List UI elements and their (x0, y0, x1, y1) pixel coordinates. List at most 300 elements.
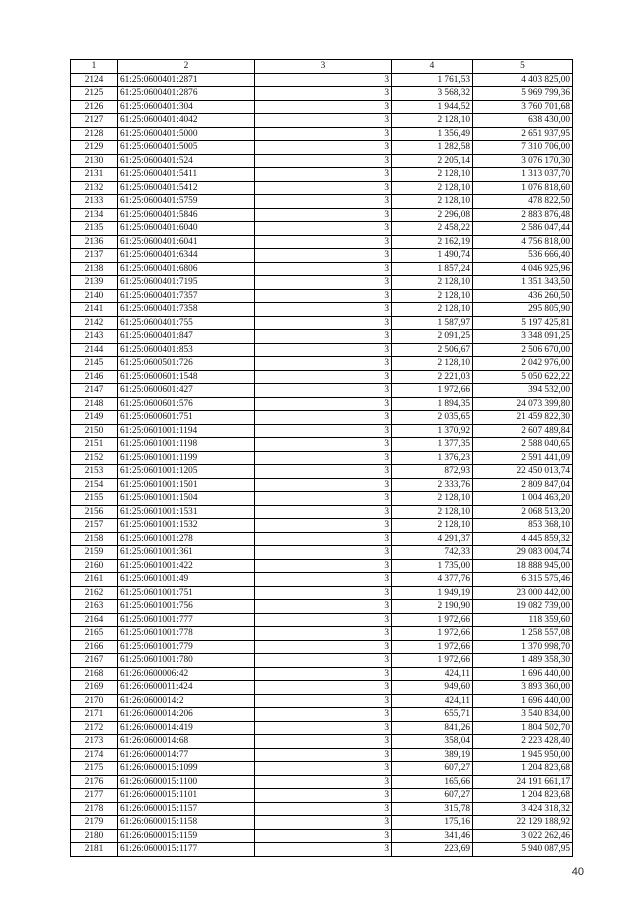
cadastral-value-cell: 3 022 262,46 (473, 829, 573, 843)
table-row (71, 681, 573, 695)
table-row (71, 289, 573, 303)
cadastral-number-cell: 61:25:0601001:1504 (118, 492, 255, 506)
row-number-cell: 2129 (71, 141, 118, 155)
cadastral-number-cell: 61:25:0601001:1194 (118, 424, 255, 438)
specific-value-cell: 1 356,49 (392, 127, 473, 141)
specific-value-cell: 389,19 (392, 748, 473, 762)
group-cell: 3 (255, 586, 392, 600)
table-row (71, 141, 573, 155)
group-cell: 3 (255, 411, 392, 425)
cadastral-value-cell: 6 315 575,46 (473, 573, 573, 587)
row-number-cell: 2128 (71, 127, 118, 141)
cadastral-value-cell: 22 450 013,74 (473, 465, 573, 479)
row-number-cell: 2138 (71, 262, 118, 276)
table-row (71, 411, 573, 425)
cadastral-value-cell: 1 945 950,00 (473, 748, 573, 762)
row-number-cell: 2171 (71, 708, 118, 722)
cadastral-value-cell: 29 083 004,74 (473, 546, 573, 560)
group-cell: 3 (255, 100, 392, 114)
cadastral-value-cell: 3 760 701,68 (473, 100, 573, 114)
specific-value-cell: 607,27 (392, 789, 473, 803)
cadastral-number-cell: 61:25:0600401:2876 (118, 87, 255, 101)
cadastral-value-cell: 2 586 047,44 (473, 222, 573, 236)
group-cell: 3 (255, 276, 392, 290)
cadastral-number-cell: 61:25:0601001:278 (118, 532, 255, 546)
table-row (71, 843, 573, 857)
cadastral-number-cell: 61:25:0600401:847 (118, 330, 255, 344)
table-row (71, 748, 573, 762)
cadastral-value-cell: 1 004 463,20 (473, 492, 573, 506)
group-cell: 3 (255, 708, 392, 722)
group-cell: 3 (255, 343, 392, 357)
cadastral-value-cell: 23 000 442,00 (473, 586, 573, 600)
row-number-cell: 2179 (71, 816, 118, 830)
cadastral-value-cell: 7 310 706,00 (473, 141, 573, 155)
row-number-cell: 2157 (71, 519, 118, 533)
row-number-cell: 2141 (71, 303, 118, 317)
row-number-cell: 2126 (71, 100, 118, 114)
cadastral-number-cell: 61:26:0600015:1177 (118, 843, 255, 857)
group-cell: 3 (255, 222, 392, 236)
row-number-cell: 2131 (71, 168, 118, 182)
table-row (71, 73, 573, 87)
row-number-cell: 2140 (71, 289, 118, 303)
cadastral-value-cell: 5 969 799,36 (473, 87, 573, 101)
row-number-cell: 2137 (71, 249, 118, 263)
table-row (71, 370, 573, 384)
cadastral-number-cell: 61:25:0600401:5759 (118, 195, 255, 209)
row-number-cell: 2146 (71, 370, 118, 384)
cadastral-value-cell: 853 368,10 (473, 519, 573, 533)
group-cell: 3 (255, 762, 392, 776)
cadastral-value-cell: 22 129 188,92 (473, 816, 573, 830)
group-cell: 3 (255, 154, 392, 168)
specific-value-cell: 2 128,10 (392, 181, 473, 195)
cadastral-number-cell: 61:25:0601001:361 (118, 546, 255, 560)
table-row (71, 627, 573, 641)
row-number-cell: 2136 (71, 235, 118, 249)
group-cell: 3 (255, 694, 392, 708)
group-cell: 3 (255, 262, 392, 276)
specific-value-cell: 165,66 (392, 775, 473, 789)
cadastral-value-cell: 1 489 358,30 (473, 654, 573, 668)
row-number-cell: 2180 (71, 829, 118, 843)
group-cell: 3 (255, 627, 392, 641)
specific-value-cell: 1 894,35 (392, 397, 473, 411)
table-row (71, 397, 573, 411)
specific-value-cell: 2 128,10 (392, 357, 473, 371)
group-cell: 3 (255, 735, 392, 749)
row-number-cell: 2151 (71, 438, 118, 452)
row-number-cell: 2144 (71, 343, 118, 357)
group-cell: 3 (255, 249, 392, 263)
table-row (71, 802, 573, 816)
specific-value-cell: 424,11 (392, 667, 473, 681)
cadastral-number-cell: 61:26:0600014:2 (118, 694, 255, 708)
column-header-3: 3 (255, 60, 392, 74)
specific-value-cell: 2 128,10 (392, 303, 473, 317)
cadastral-value-cell: 3 424 318,32 (473, 802, 573, 816)
table-row (71, 168, 573, 182)
group-cell: 3 (255, 303, 392, 317)
group-cell: 3 (255, 519, 392, 533)
column-header-2: 2 (118, 60, 255, 74)
cadastral-value-cell: 4 756 818,00 (473, 235, 573, 249)
specific-value-cell: 1 761,53 (392, 73, 473, 87)
row-number-cell: 2181 (71, 843, 118, 857)
row-number-cell: 2163 (71, 600, 118, 614)
group-cell: 3 (255, 573, 392, 587)
specific-value-cell: 1 376,23 (392, 451, 473, 465)
group-cell: 3 (255, 681, 392, 695)
specific-value-cell: 2 128,10 (392, 289, 473, 303)
cadastral-number-cell: 61:25:0601001:1501 (118, 478, 255, 492)
specific-value-cell: 2 296,08 (392, 208, 473, 222)
cadastral-value-cell: 1 351 343,50 (473, 276, 573, 290)
row-number-cell: 2125 (71, 87, 118, 101)
cadastral-value-cell: 1 258 557,08 (473, 627, 573, 641)
cadastral-number-cell: 61:25:0600401:7357 (118, 289, 255, 303)
row-number-cell: 2148 (71, 397, 118, 411)
table-row (71, 127, 573, 141)
cadastral-value-cell: 1 370 998,70 (473, 640, 573, 654)
row-number-cell: 2134 (71, 208, 118, 222)
row-number-cell: 2165 (71, 627, 118, 641)
cadastral-number-cell: 61:25:0600401:524 (118, 154, 255, 168)
specific-value-cell: 872,93 (392, 465, 473, 479)
table-row (71, 303, 573, 317)
specific-value-cell: 949,60 (392, 681, 473, 695)
group-cell: 3 (255, 816, 392, 830)
column-header-1: 1 (71, 60, 118, 74)
row-number-cell: 2135 (71, 222, 118, 236)
specific-value-cell: 4 291,37 (392, 532, 473, 546)
specific-value-cell: 341,46 (392, 829, 473, 843)
cadastral-value-cell: 5 940 087,95 (473, 843, 573, 857)
cadastral-number-cell: 61:26:0600014:206 (118, 708, 255, 722)
specific-value-cell: 2 128,10 (392, 505, 473, 519)
specific-value-cell: 655,71 (392, 708, 473, 722)
table-row (71, 640, 573, 654)
table-row (71, 208, 573, 222)
cadastral-value-cell: 18 888 945,00 (473, 559, 573, 573)
specific-value-cell: 1 972,66 (392, 654, 473, 668)
row-number-cell: 2173 (71, 735, 118, 749)
table-row (71, 195, 573, 209)
row-number-cell: 2124 (71, 73, 118, 87)
row-number-cell: 2161 (71, 573, 118, 587)
row-number-cell: 2167 (71, 654, 118, 668)
cadastral-number-cell: 61:25:0600401:2871 (118, 73, 255, 87)
specific-value-cell: 1 972,66 (392, 384, 473, 398)
group-cell: 3 (255, 114, 392, 128)
specific-value-cell: 358,04 (392, 735, 473, 749)
table-row (71, 384, 573, 398)
group-cell: 3 (255, 802, 392, 816)
row-number-cell: 2127 (71, 114, 118, 128)
specific-value-cell: 607,27 (392, 762, 473, 776)
specific-value-cell: 2 128,10 (392, 168, 473, 182)
row-number-cell: 2168 (71, 667, 118, 681)
cadastral-number-cell: 61:26:0600015:1101 (118, 789, 255, 803)
group-cell: 3 (255, 181, 392, 195)
cadastral-number-cell: 61:25:0600401:304 (118, 100, 255, 114)
row-number-cell: 2133 (71, 195, 118, 209)
table-row (71, 829, 573, 843)
cadastral-number-cell: 61:25:0601001:1198 (118, 438, 255, 452)
specific-value-cell: 223,69 (392, 843, 473, 857)
table-row (71, 721, 573, 735)
table-row (71, 762, 573, 776)
row-number-cell: 2150 (71, 424, 118, 438)
cadastral-value-cell: 4 445 859,32 (473, 532, 573, 546)
row-number-cell: 2147 (71, 384, 118, 398)
group-cell: 3 (255, 465, 392, 479)
cadastral-value-cell: 2 068 513,20 (473, 505, 573, 519)
cadastral-number-cell: 61:25:0600601:1548 (118, 370, 255, 384)
specific-value-cell: 1 944,52 (392, 100, 473, 114)
cadastral-number-cell: 61:25:0600401:853 (118, 343, 255, 357)
cadastral-number-cell: 61:25:0601001:751 (118, 586, 255, 600)
specific-value-cell: 841,26 (392, 721, 473, 735)
specific-value-cell: 2 221,03 (392, 370, 473, 384)
cadastral-value-cell: 21 459 822,30 (473, 411, 573, 425)
table-row (71, 789, 573, 803)
table-row (71, 708, 573, 722)
cadastral-number-cell: 61:25:0600401:7358 (118, 303, 255, 317)
cadastral-number-cell: 61:25:0600401:7195 (118, 276, 255, 290)
cadastral-value-cell: 118 359,60 (473, 613, 573, 627)
row-number-cell: 2156 (71, 505, 118, 519)
specific-value-cell: 2 091,25 (392, 330, 473, 344)
cadastral-number-cell: 61:26:0600006:42 (118, 667, 255, 681)
row-number-cell: 2172 (71, 721, 118, 735)
table-row (71, 181, 573, 195)
cadastral-number-cell: 61:26:0600011:424 (118, 681, 255, 695)
specific-value-cell: 1 587,97 (392, 316, 473, 330)
table-row (71, 114, 573, 128)
group-cell: 3 (255, 141, 392, 155)
table-row (71, 100, 573, 114)
cadastral-value-cell: 536 666,40 (473, 249, 573, 263)
row-number-cell: 2159 (71, 546, 118, 560)
cadastral-number-cell: 61:25:0601001:1532 (118, 519, 255, 533)
cadastral-number-cell: 61:25:0600401:6040 (118, 222, 255, 236)
specific-value-cell: 2 035,65 (392, 411, 473, 425)
group-cell: 3 (255, 654, 392, 668)
specific-value-cell: 742,33 (392, 546, 473, 560)
cadastral-number-cell: 61:25:0601001:1199 (118, 451, 255, 465)
cadastral-number-cell: 61:26:0600015:1158 (118, 816, 255, 830)
cadastral-value-cell: 478 822,50 (473, 195, 573, 209)
specific-value-cell: 424,11 (392, 694, 473, 708)
page-number: 40 (571, 866, 584, 878)
cadastral-value-cell: 394 532,00 (473, 384, 573, 398)
cadastral-value-cell: 1 804 502,70 (473, 721, 573, 735)
specific-value-cell: 1 857,24 (392, 262, 473, 276)
cadastral-number-cell: 61:25:0601001:778 (118, 627, 255, 641)
column-header-5: 5 (473, 60, 573, 74)
group-cell: 3 (255, 384, 392, 398)
cadastral-number-cell: 61:25:0601001:1205 (118, 465, 255, 479)
row-number-cell: 2178 (71, 802, 118, 816)
table-row (71, 330, 573, 344)
cadastral-number-cell: 61:25:0600401:5411 (118, 168, 255, 182)
group-cell: 3 (255, 316, 392, 330)
specific-value-cell: 1 370,92 (392, 424, 473, 438)
table-row (71, 465, 573, 479)
specific-value-cell: 4 377,76 (392, 573, 473, 587)
specific-value-cell: 1 972,66 (392, 613, 473, 627)
table-row (71, 775, 573, 789)
row-number-cell: 2132 (71, 181, 118, 195)
cadastral-number-cell: 61:25:0601001:777 (118, 613, 255, 627)
specific-value-cell: 2 506,67 (392, 343, 473, 357)
row-number-cell: 2177 (71, 789, 118, 803)
table-row (71, 424, 573, 438)
row-number-cell: 2152 (71, 451, 118, 465)
specific-value-cell: 2 128,10 (392, 276, 473, 290)
row-number-cell: 2154 (71, 478, 118, 492)
cadastral-value-cell: 2 883 876,48 (473, 208, 573, 222)
table-row (71, 559, 573, 573)
table-row (71, 573, 573, 587)
cadastral-value-cell: 1 313 037,70 (473, 168, 573, 182)
specific-value-cell: 1 282,58 (392, 141, 473, 155)
cadastral-value-cell: 2 809 847,04 (473, 478, 573, 492)
cadastral-number-cell: 61:26:0600015:1099 (118, 762, 255, 776)
table-row (71, 519, 573, 533)
group-cell: 3 (255, 613, 392, 627)
row-number-cell: 2155 (71, 492, 118, 506)
cadastral-number-cell: 61:25:0600401:6806 (118, 262, 255, 276)
cadastral-value-cell: 436 260,50 (473, 289, 573, 303)
group-cell: 3 (255, 640, 392, 654)
cadastral-value-cell: 24 073 399,80 (473, 397, 573, 411)
group-cell: 3 (255, 546, 392, 560)
row-number-cell: 2176 (71, 775, 118, 789)
cadastral-value-cell: 3 076 170,30 (473, 154, 573, 168)
specific-value-cell: 315,78 (392, 802, 473, 816)
cadastral-value-cell: 2 591 441,09 (473, 451, 573, 465)
group-cell: 3 (255, 451, 392, 465)
cadastral-value-cell: 1 076 818,60 (473, 181, 573, 195)
specific-value-cell: 2 333,76 (392, 478, 473, 492)
specific-value-cell: 2 458,22 (392, 222, 473, 236)
cadastral-number-cell: 61:25:0601001:1531 (118, 505, 255, 519)
specific-value-cell: 175,16 (392, 816, 473, 830)
group-cell: 3 (255, 667, 392, 681)
row-number-cell: 2164 (71, 613, 118, 627)
row-number-cell: 2166 (71, 640, 118, 654)
table-row (71, 262, 573, 276)
cadastral-value-table (70, 59, 573, 857)
table-row (71, 478, 573, 492)
group-cell: 3 (255, 721, 392, 735)
group-cell: 3 (255, 330, 392, 344)
row-number-cell: 2169 (71, 681, 118, 695)
row-number-cell: 2145 (71, 357, 118, 371)
table-row (71, 600, 573, 614)
row-number-cell: 2149 (71, 411, 118, 425)
cadastral-value-cell: 638 430,00 (473, 114, 573, 128)
table-row (71, 343, 573, 357)
cadastral-value-cell: 4 403 825,00 (473, 73, 573, 87)
group-cell: 3 (255, 532, 392, 546)
table-header-row (71, 60, 573, 74)
group-cell: 3 (255, 789, 392, 803)
specific-value-cell: 1 377,35 (392, 438, 473, 452)
group-cell: 3 (255, 370, 392, 384)
cadastral-value-cell: 1 204 823,68 (473, 789, 573, 803)
table-row (71, 586, 573, 600)
table-row (71, 222, 573, 236)
row-number-cell: 2174 (71, 748, 118, 762)
group-cell: 3 (255, 843, 392, 857)
cadastral-number-cell: 61:25:0600501:726 (118, 357, 255, 371)
specific-value-cell: 2 128,10 (392, 114, 473, 128)
cadastral-value-cell: 4 046 925,96 (473, 262, 573, 276)
group-cell: 3 (255, 424, 392, 438)
table-row (71, 613, 573, 627)
group-cell: 3 (255, 478, 392, 492)
cadastral-value-cell: 1 204 823,68 (473, 762, 573, 776)
specific-value-cell: 3 568,32 (392, 87, 473, 101)
table-row (71, 316, 573, 330)
group-cell: 3 (255, 438, 392, 452)
cadastral-number-cell: 61:25:0600601:576 (118, 397, 255, 411)
table-row (71, 505, 573, 519)
group-cell: 3 (255, 195, 392, 209)
cadastral-value-cell: 2 607 489,84 (473, 424, 573, 438)
cadastral-number-cell: 61:25:0601001:756 (118, 600, 255, 614)
cadastral-value-cell: 5 050 622,22 (473, 370, 573, 384)
cadastral-value-cell: 19 082 739,00 (473, 600, 573, 614)
specific-value-cell: 1 972,66 (392, 627, 473, 641)
group-cell: 3 (255, 168, 392, 182)
cadastral-value-cell: 3 893 360,00 (473, 681, 573, 695)
group-cell: 3 (255, 600, 392, 614)
group-cell: 3 (255, 559, 392, 573)
cadastral-value-cell: 2 042 976,00 (473, 357, 573, 371)
cadastral-value-cell: 2 506 670,00 (473, 343, 573, 357)
group-cell: 3 (255, 87, 392, 101)
cadastral-number-cell: 61:26:0600015:1100 (118, 775, 255, 789)
table-row (71, 276, 573, 290)
specific-value-cell: 1 949,19 (392, 586, 473, 600)
table-row (71, 654, 573, 668)
specific-value-cell: 2 162,19 (392, 235, 473, 249)
table-row (71, 694, 573, 708)
cadastral-number-cell: 61:25:0600401:6344 (118, 249, 255, 263)
cadastral-number-cell: 61:25:0600401:5005 (118, 141, 255, 155)
specific-value-cell: 2 128,10 (392, 195, 473, 209)
cadastral-number-cell: 61:25:0601001:779 (118, 640, 255, 654)
row-number-cell: 2160 (71, 559, 118, 573)
specific-value-cell: 2 205,14 (392, 154, 473, 168)
cadastral-value-cell: 1 696 440,00 (473, 667, 573, 681)
table-row (71, 816, 573, 830)
cadastral-number-cell: 61:26:0600015:1159 (118, 829, 255, 843)
group-cell: 3 (255, 492, 392, 506)
cadastral-number-cell: 61:25:0600601:427 (118, 384, 255, 398)
table-row (71, 154, 573, 168)
group-cell: 3 (255, 357, 392, 371)
cadastral-number-cell: 61:26:0600015:1157 (118, 802, 255, 816)
group-cell: 3 (255, 208, 392, 222)
table-row (71, 451, 573, 465)
specific-value-cell: 1 972,66 (392, 640, 473, 654)
